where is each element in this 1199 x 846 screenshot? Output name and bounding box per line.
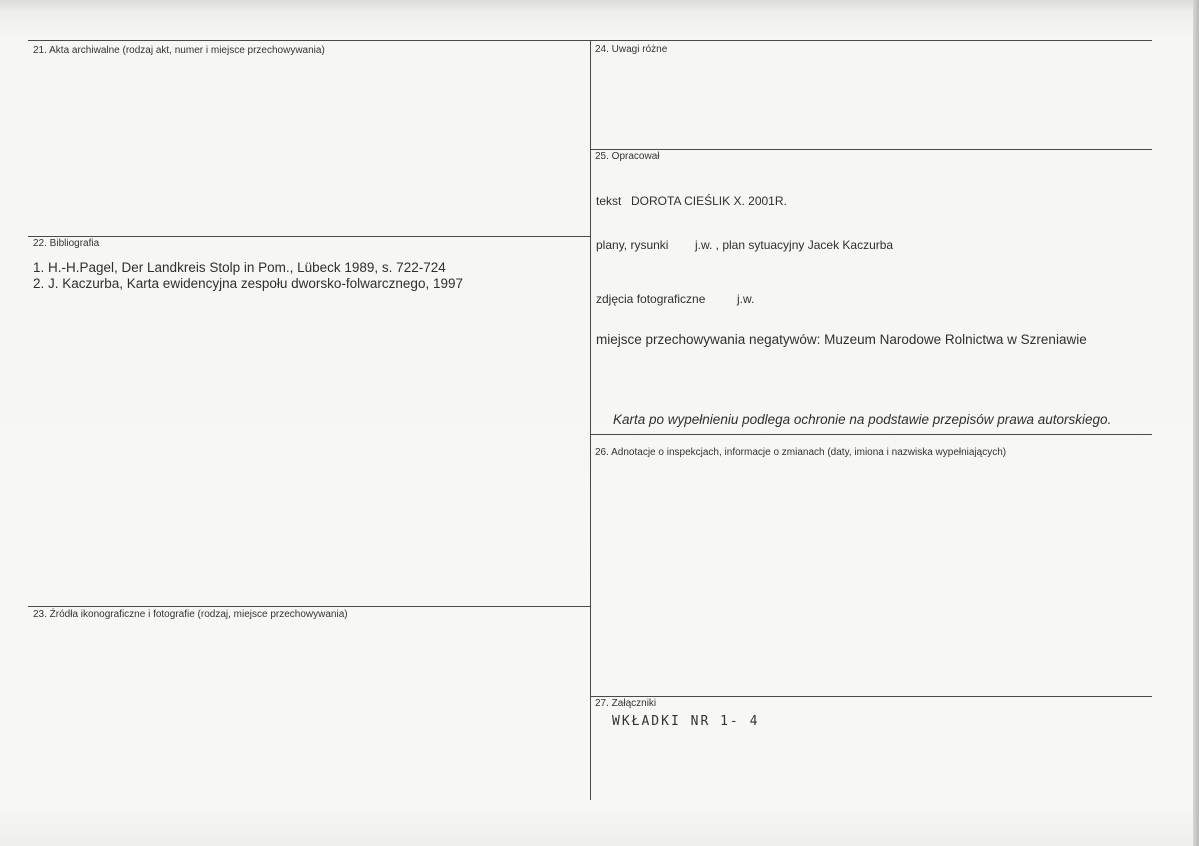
tekst-value: DOROTA CIEŚLIK X. 2001R. <box>631 194 787 208</box>
section-21-label: 21. Akta archiwalne (rodzaj akt, numer i miejsce przechowywania) <box>33 45 325 56</box>
section-24-label: 24. Uwagi różne <box>595 44 668 55</box>
attachments-value: WKŁADKI NR 1- 4 <box>612 714 760 729</box>
rule-22 <box>28 236 590 237</box>
negatives-storage: miejsce przechowywania negatywów: Muzeum Narodowe Rolnictwa w Szreniawie <box>596 332 1087 347</box>
paper-right-edge <box>1193 0 1199 846</box>
zdjecia-label: zdjęcia fotograficzne <box>596 292 706 306</box>
column-divider <box>590 40 591 800</box>
section-27-label: 27. Załączniki <box>595 698 657 709</box>
plany-value: j.w. , plan sytuacyjny Jacek Kaczurba <box>695 238 894 252</box>
rule-23 <box>28 606 590 607</box>
zdjecia-value: j.w. <box>737 292 755 306</box>
bibliography-item-2: 2. J. Kaczurba, Karta ewidencyjna zespołu dworsko-folwarcznego, 1997 <box>33 276 463 291</box>
rule-26 <box>590 434 1152 435</box>
paper-top-edge <box>0 0 1199 12</box>
tekst-label: tekst <box>596 194 622 208</box>
bibliography-item-1: 1. H.-H.Pagel, Der Landkreis Stolp in Pom., Lübeck 1989, s. 722-724 <box>33 260 446 275</box>
section-22-label: 22. Bibliografia <box>33 238 100 249</box>
section-26-label: 26. Adnotacje o inspekcjach, informacje o zmianach (daty, imiona i nazwiska wypełniających) <box>595 447 1007 458</box>
copyright-notice: Karta po wypełnieniu podlega ochronie na podstawie przepisów prawa autorskiego. <box>613 412 1112 427</box>
section-23-label: 23. Źródła ikonograficzne i fotografie (rodzaj, miejsce przechowywania) <box>33 609 348 620</box>
rule-25 <box>590 149 1152 150</box>
section-25-label: 25. Opracował <box>595 151 660 162</box>
plany-label: plany, rysunki <box>596 238 669 252</box>
rule-27 <box>590 696 1152 697</box>
